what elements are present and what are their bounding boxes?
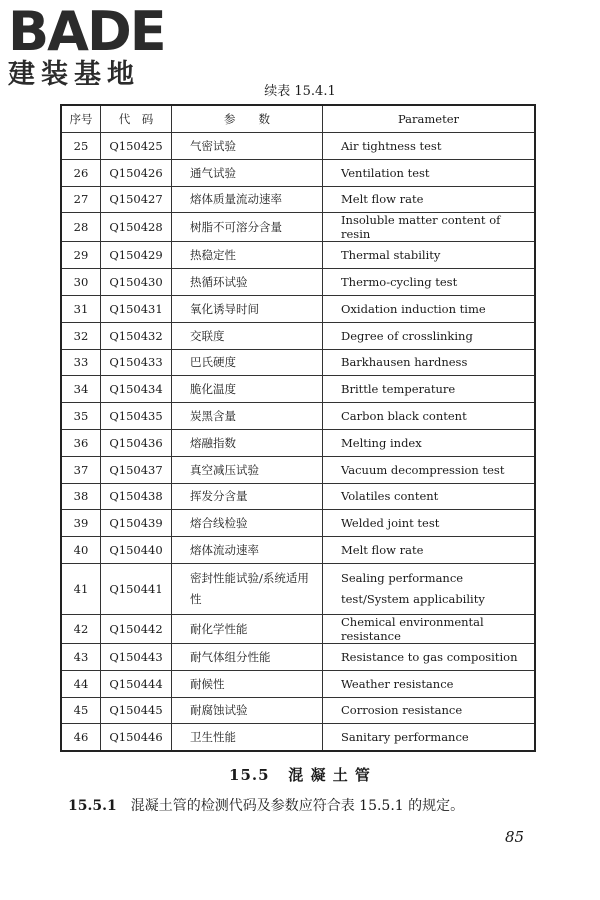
- cell-no: 46: [61, 724, 101, 751]
- cell-no: 43: [61, 643, 101, 670]
- cell-param: 炭黑含量: [172, 403, 323, 430]
- cell-no: 37: [61, 456, 101, 483]
- cell-param-en: Volatiles content: [323, 483, 536, 510]
- table-row: [61, 697, 535, 724]
- cell-param: 耐候性: [172, 670, 323, 697]
- cell-no: 28: [61, 213, 101, 242]
- table-row: [61, 213, 535, 242]
- table-row: [61, 724, 535, 751]
- cell-param: 热稳定性: [172, 242, 323, 269]
- cell-no: 36: [61, 429, 101, 456]
- table-row: [61, 643, 535, 670]
- cell-param-en: Degree of crosslinking: [323, 322, 536, 349]
- table-row: [61, 614, 535, 643]
- cell-code: Q150444: [101, 670, 172, 697]
- cell-code: Q150443: [101, 643, 172, 670]
- parameter-table: [60, 104, 536, 752]
- logo: [8, 0, 165, 90]
- table-row: [61, 349, 535, 376]
- cell-param: 真空减压试验: [172, 456, 323, 483]
- cell-code: Q150428: [101, 213, 172, 242]
- cell-param: 挥发分含量: [172, 483, 323, 510]
- table-row: [61, 510, 535, 537]
- cell-code: Q150431: [101, 295, 172, 322]
- header-param: 参 数: [172, 105, 323, 133]
- cell-param: 热循环试验: [172, 269, 323, 296]
- cell-code: Q150434: [101, 376, 172, 403]
- table-row: [61, 403, 535, 430]
- cell-param-en: Vacuum decompression test: [323, 456, 536, 483]
- cell-param-en: Brittle temperature: [323, 376, 536, 403]
- cell-code: Q150426: [101, 159, 172, 186]
- table-row: [61, 670, 535, 697]
- cell-param-en: Corrosion resistance: [323, 697, 536, 724]
- cell-param: 氧化诱导时间: [172, 295, 323, 322]
- cell-code: Q150440: [101, 537, 172, 564]
- cell-code: Q150425: [101, 133, 172, 160]
- cell-param: 气密试验: [172, 133, 323, 160]
- clause-number: 15.5.1: [68, 798, 117, 814]
- cell-param: 通气试验: [172, 159, 323, 186]
- table-row: [61, 483, 535, 510]
- cell-code: Q150430: [101, 269, 172, 296]
- cell-param-en: Welded joint test: [323, 510, 536, 537]
- cell-code: Q150442: [101, 614, 172, 643]
- cell-no: 29: [61, 242, 101, 269]
- table-row: [61, 376, 535, 403]
- cell-code: Q150438: [101, 483, 172, 510]
- cell-param: 卫生性能: [172, 724, 323, 751]
- cell-code: Q150446: [101, 724, 172, 751]
- cell-no: 26: [61, 159, 101, 186]
- table-row: [61, 537, 535, 564]
- cell-no: 40: [61, 537, 101, 564]
- cell-param-en: Oxidation induction time: [323, 295, 536, 322]
- cell-no: 33: [61, 349, 101, 376]
- cell-param: 耐气体组分性能: [172, 643, 323, 670]
- cell-no: 41: [61, 563, 101, 614]
- cell-no: 25: [61, 133, 101, 160]
- cell-param: 交联度: [172, 322, 323, 349]
- cell-no: 39: [61, 510, 101, 537]
- cell-param-en: Chemical environmental resistance: [323, 614, 536, 643]
- cell-code: Q150439: [101, 510, 172, 537]
- cell-no: 32: [61, 322, 101, 349]
- cell-param-en: Resistance to gas composition: [323, 643, 536, 670]
- cell-no: 31: [61, 295, 101, 322]
- cell-param-en: Sanitary performance: [323, 724, 536, 751]
- cell-no: 45: [61, 697, 101, 724]
- cell-param: 熔体流动速率: [172, 537, 323, 564]
- table-row: [61, 269, 535, 296]
- cell-param-en: Air tightness test: [323, 133, 536, 160]
- cell-param-en: Thermo-cycling test: [323, 269, 536, 296]
- cell-code: Q150435: [101, 403, 172, 430]
- cell-code: Q150437: [101, 456, 172, 483]
- cell-param-en: Carbon black content: [323, 403, 536, 430]
- table-row: [61, 322, 535, 349]
- header-param-en: Parameter: [323, 105, 536, 133]
- cell-param: 熔合线检验: [172, 510, 323, 537]
- cell-no: 38: [61, 483, 101, 510]
- cell-param-en: Ventilation test: [323, 159, 536, 186]
- table-caption: 续表 15.4.1: [264, 84, 336, 99]
- cell-no: 42: [61, 614, 101, 643]
- cell-code: Q150429: [101, 242, 172, 269]
- cell-code: Q150445: [101, 697, 172, 724]
- cell-no: 35: [61, 403, 101, 430]
- header-code: 代 码: [101, 105, 172, 133]
- cell-param: 树脂不可溶分含量: [172, 213, 323, 242]
- cell-param: 巴氏硬度: [172, 349, 323, 376]
- clause-text: 混凝土管的检测代码及参数应符合表 15.5.1 的规定。: [130, 798, 465, 814]
- cell-param: 耐化学性能: [172, 614, 323, 643]
- table-row: [61, 242, 535, 269]
- table-row: [61, 295, 535, 322]
- section-heading: [0, 764, 600, 785]
- cell-param-en: Weather resistance: [323, 670, 536, 697]
- cell-param: 脆化温度: [172, 376, 323, 403]
- section-number: 15.5: [229, 766, 270, 784]
- cell-code: Q150441: [101, 563, 172, 614]
- cell-code: Q150433: [101, 349, 172, 376]
- cell-param: 熔融指数: [172, 429, 323, 456]
- cell-param-en: Sealing performance test/System applicability: [323, 563, 536, 614]
- logo-chinese: 建装基地: [8, 59, 140, 90]
- header-no: 序号: [61, 105, 101, 133]
- cell-param-en: Melting index: [323, 429, 536, 456]
- cell-no: 30: [61, 269, 101, 296]
- table-header-row: [61, 105, 535, 133]
- logo-wordmark: BADE: [8, 0, 165, 63]
- cell-param-en: Melt flow rate: [323, 537, 536, 564]
- cell-param: 耐腐蚀试验: [172, 697, 323, 724]
- cell-param: 熔体质量流动速率: [172, 186, 323, 213]
- clause-paragraph: [68, 795, 464, 815]
- table-row: [61, 133, 535, 160]
- cell-param: 密封性能试验/系统适用性: [172, 563, 323, 614]
- cell-no: 34: [61, 376, 101, 403]
- page-number: 85: [505, 828, 525, 846]
- table-row: [61, 159, 535, 186]
- section-title: 混 凝 土 管: [288, 766, 371, 784]
- cell-code: Q150436: [101, 429, 172, 456]
- cell-code: Q150432: [101, 322, 172, 349]
- cell-no: 27: [61, 186, 101, 213]
- table-row: [61, 456, 535, 483]
- table-row: [61, 429, 535, 456]
- cell-param-en: Thermal stability: [323, 242, 536, 269]
- table-row: [61, 563, 535, 614]
- cell-code: Q150427: [101, 186, 172, 213]
- cell-param-en: Melt flow rate: [323, 186, 536, 213]
- cell-param-en: Insoluble matter content of resin: [323, 213, 536, 242]
- cell-no: 44: [61, 670, 101, 697]
- cell-param-en: Barkhausen hardness: [323, 349, 536, 376]
- table-row: [61, 186, 535, 213]
